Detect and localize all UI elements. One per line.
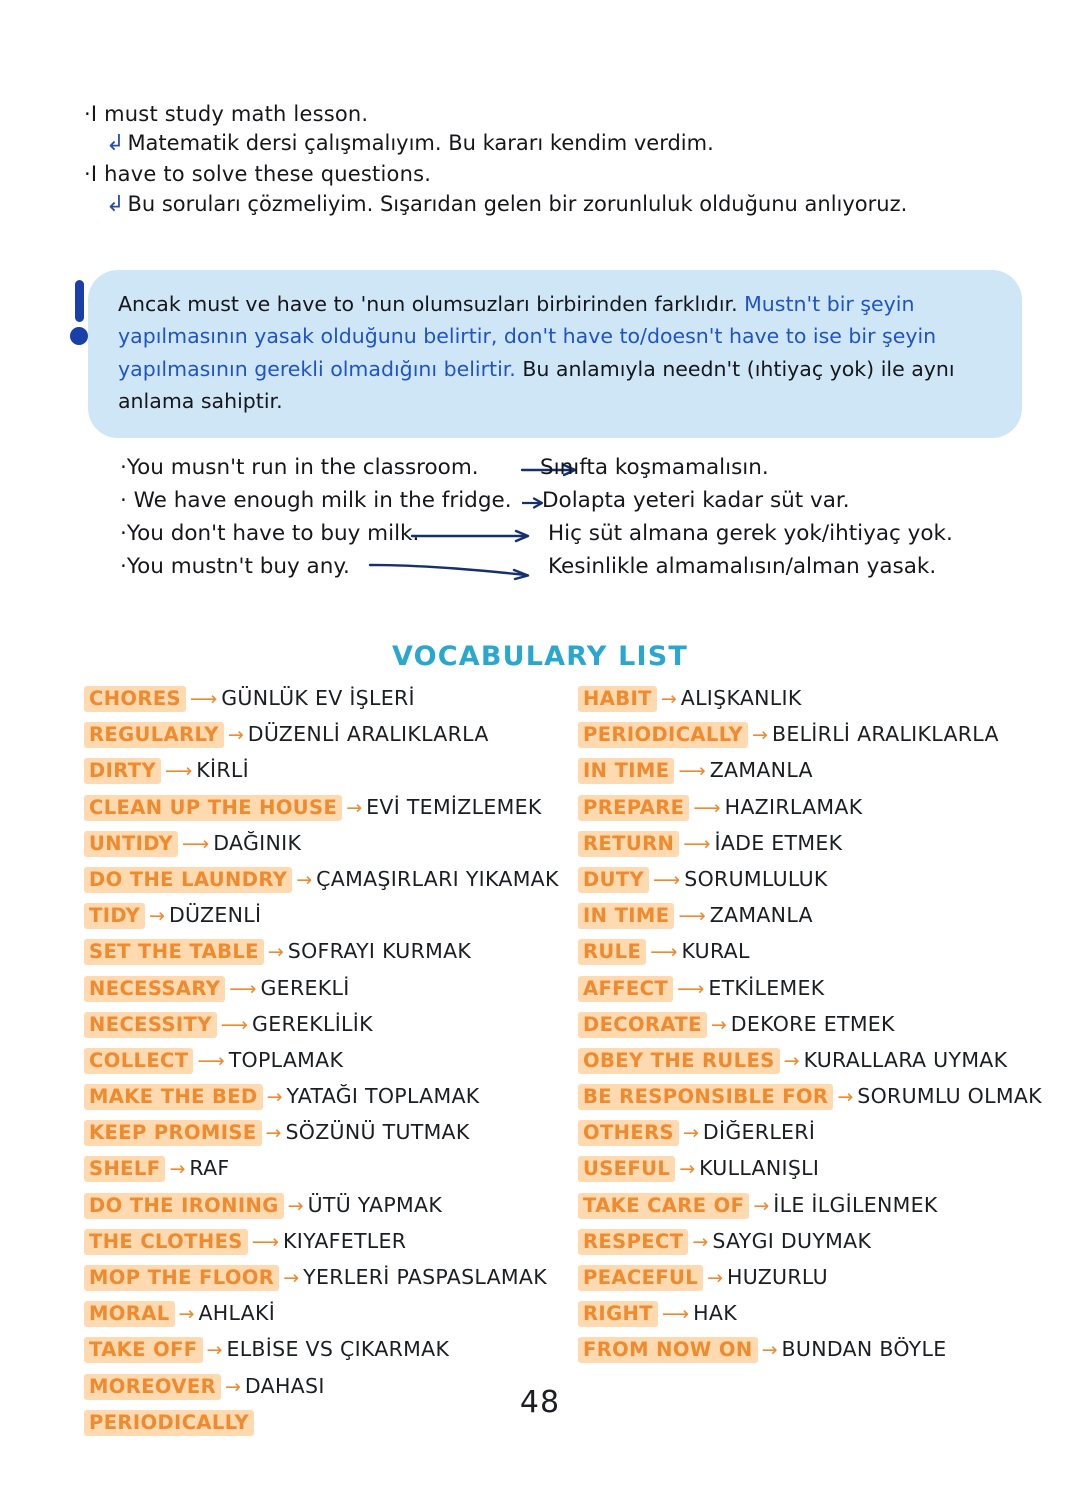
vocabulary-term: OTHERS [578,1120,679,1146]
vocabulary-term: TAKE CARE OF [578,1193,749,1219]
vocabulary-list-title: VOCABULARY LIST [391,641,689,672]
vocabulary-column-right [578,686,1058,1374]
vocabulary-term: RESPECT [578,1229,688,1255]
vocabulary-term: REGULARLY [84,722,224,748]
vocabulary-row [578,1337,1058,1373]
arrow-icon: → [265,1122,282,1145]
vocabulary-meaning: İADE ETMEK [714,830,843,855]
hook-arrow-icon: ↳ [106,191,125,217]
arrow-icon: ⟶ [650,941,678,964]
arrow-example-translation: Hiç süt almana gerek yok/ihtiyaç yok. [548,521,953,546]
vocabulary-meaning: BELİRLİ ARALIKLARLA [771,722,999,747]
vocabulary-term: DO THE IRONING [84,1193,284,1219]
vocabulary-meaning: ELBİSE VS ÇIKARMAK [226,1337,450,1362]
vocabulary-row [578,1120,1058,1156]
vocabulary-meaning: ZAMANLA [709,903,813,928]
arrow-example-english: · We have enough milk in the fridge. [120,488,512,513]
vocabulary-meaning: KİRLİ [196,758,249,783]
vocabulary-term: CLEAN UP THE HOUSE [84,795,342,821]
vocabulary-row [84,1301,584,1337]
vocabulary-meaning: KURAL [681,939,750,964]
vocabulary-term: PERIODICALLY [578,722,748,748]
vocabulary-meaning: DAHASI [244,1373,325,1398]
vocabulary-term: UNTIDY [84,831,178,857]
vocabulary-row [84,1193,584,1229]
example-translation: ↳ Matematik dersi çalışmalıyım. Bu kararı kendim verdim. [106,128,984,160]
arrow-icon: → [752,724,768,747]
vocabulary-row [84,1265,584,1301]
arrow-icon: ⟶ [165,760,193,783]
vocabulary-term: KEEP PROMISE [84,1120,262,1146]
vocabulary-row [84,976,584,1012]
vocabulary-meaning: DİĞERLERİ [702,1120,816,1145]
arrow-example-english: ·You mustn't buy any. [120,554,350,579]
vocabulary-row [84,686,584,722]
vocabulary-term: MORAL [84,1301,175,1327]
example-english: ·I must study math lesson. [84,102,369,126]
vocabulary-term: HABIT [578,686,657,712]
vocabulary-meaning: KULLANIŞLI [699,1156,820,1181]
vocabulary-row [578,1048,1058,1084]
arrow-icon: → [753,1194,770,1217]
page-number: 48 [519,1385,561,1420]
vocabulary-term: NECESSARY [84,976,225,1002]
vocabulary-row [84,903,584,939]
vocabulary-term: AFFECT [578,976,673,1002]
vocabulary-meaning: DEKORE ETMEK [730,1011,895,1036]
vocabulary-term: DECORATE [578,1012,707,1038]
vocabulary-row [84,758,584,794]
hook-arrow-icon: ↳ [106,131,125,157]
vocabulary-meaning: AHLAKİ [198,1301,276,1326]
arrow-icon: → [296,868,313,891]
arrow-icon: ⟶ [677,977,705,1000]
vocabulary-meaning: KURALLARA UYMAK [803,1047,1008,1072]
vocabulary-row [578,795,1058,831]
vocabulary-meaning: ETKİLEMEK [708,975,825,1000]
vocabulary-term: DO THE LAUNDRY [84,867,292,893]
vocabulary-term: TIDY [84,903,145,929]
arrow-example-translation: Sınıfta koşmamalısın. [540,455,769,480]
exclamation-icon [64,280,94,345]
arrow-icon: ⟶ [653,868,681,891]
arrow-icon: ⟶ [661,1303,690,1326]
arrow-example-row [120,455,1020,488]
vocabulary-term: SET THE TABLE [84,939,264,965]
arrow-example-english: ·You musn't run in the classroom. [120,455,479,480]
arrow-example-translation: Dolapta yeteri kadar süt var. [542,488,850,513]
vocabulary-term: CHORES [84,686,186,712]
vocabulary-row [578,1193,1058,1229]
arrow-icon: → [266,1086,283,1109]
vocabulary-row [84,1156,584,1192]
vocabulary-meaning: GÜNLÜK EV İŞLERİ [221,686,415,710]
arrow-icon: → [692,1230,709,1253]
vocabulary-row [578,903,1058,939]
vocabulary-meaning: SORUMLU OLMAK [857,1084,1042,1109]
arrow-icon: → [227,724,244,747]
vocabulary-meaning: ALIŞKANLIK [680,686,802,710]
vocabulary-row [84,1229,584,1265]
vocabulary-column-left [84,686,584,1446]
vocabulary-meaning: İLE İLGİLENMEK [773,1192,938,1217]
vocabulary-row [84,1048,584,1084]
arrow-icon: → [169,1158,186,1181]
arrow-icon: ⟶ [678,905,706,928]
vocabulary-meaning: SÖZÜNÜ TUTMAK [285,1120,470,1145]
vocabulary-meaning: EVİ TEMİZLEMEK [366,794,542,819]
arrow-icon: → [346,796,363,819]
vocabulary-meaning: DAĞINIK [213,830,302,855]
vocabulary-term: MOP THE FLOOR [84,1265,279,1291]
vocabulary-row [84,1012,584,1048]
arrow-icon: → [206,1339,223,1362]
vocabulary-row [84,1120,584,1156]
vocabulary-term: RIGHT [578,1301,658,1327]
arrow-example-row [120,521,1020,554]
arrow-icon: ⟶ [229,977,257,1000]
arrow-example-row [120,554,1020,587]
vocabulary-row [578,976,1058,1012]
vocabulary-row [578,831,1058,867]
vocabulary-meaning: HAK [693,1301,737,1326]
vocabulary-term: IN TIME [578,903,674,929]
vocabulary-row [578,1012,1058,1048]
vocabulary-columns [0,686,1080,1486]
arrow-icon: ⟶ [683,832,711,855]
vocabulary-term: DUTY [578,867,649,893]
vocabulary-term: MAKE THE BED [84,1084,263,1110]
arrow-icon: → [178,1303,195,1326]
vocabulary-meaning: SAYGI DUYMAK [712,1228,872,1253]
arrow-example-list [120,455,1020,587]
arrow-icon: → [837,1086,854,1109]
vocabulary-term: PERIODICALLY [84,1410,254,1436]
vocabulary-row [578,1156,1058,1192]
vocabulary-meaning: ÇAMAŞIRLARI YIKAMAK [316,866,559,891]
vocabulary-meaning: YERLERİ PASPASLAMAK [303,1265,547,1289]
vocabulary-term: IN TIME [578,758,674,784]
vocabulary-row [84,1084,584,1120]
arrow-icon: ⟶ [678,760,706,783]
arrow-icon: ⟶ [197,1049,225,1072]
vocabulary-term: NECESSITY [84,1012,217,1038]
arrow-icon: ⟶ [251,1230,279,1253]
vocabulary-meaning: SORUMLULUK [684,866,828,891]
arrow-icon: → [267,941,284,964]
arrow-icon: → [710,1013,727,1036]
vocabulary-row [578,867,1058,903]
vocabulary-term: RETURN [578,831,679,857]
arrow-icon: ⟶ [220,1013,249,1036]
vocabulary-row [84,1337,584,1373]
arrow-icon: → [660,688,677,710]
vocabulary-term: COLLECT [84,1048,193,1074]
vocabulary-term: MOREOVER [84,1374,221,1400]
vocabulary-term: THE CLOTHES [84,1229,248,1255]
vocabulary-meaning: RAF [189,1156,230,1181]
vocabulary-meaning: GEREKLİ [260,975,350,1000]
arrow-icon [410,528,540,544]
vocabulary-meaning: HAZIRLAMAK [724,794,863,819]
arrow-example-translation: Kesinlikle almamalısın/alman yasak. [548,554,937,579]
vocabulary-row [578,939,1058,975]
vocabulary-meaning: HUZURLU [727,1265,828,1289]
vocabulary-meaning: BUNDAN BÖYLE [781,1337,947,1362]
vocabulary-term: RULE [578,939,646,965]
arrow-icon: → [707,1267,724,1289]
vocabulary-row [84,831,584,867]
vocabulary-term: FROM NOW ON [578,1337,758,1363]
arrow-example-row [120,488,1020,521]
arrow-icon: → [761,1339,778,1362]
vocabulary-row [84,722,584,758]
note-part-1: Ancak must ve have to 'nun olumsuzları birbirinden farklıdır. [118,292,745,316]
note-part-4: Bu anlamıyla needn't (ıhtiyaç yok) ile aynı anlama sahiptir. [118,356,955,414]
vocabulary-row [578,1301,1058,1337]
vocabulary-term: USEFUL [578,1156,675,1182]
example-translation: ↳ Bu soruları çözmeliyim. Sışarıdan gelen bir zorunluluk olduğunu anlıyoruz. [106,189,984,221]
vocabulary-term: DIRTY [84,758,161,784]
vocabulary-meaning: YATAĞI TOPLAMAK [286,1084,480,1109]
arrow-example-english: ·You don't have to buy milk. [120,521,420,546]
vocabulary-row [578,758,1058,794]
arrow-icon: → [283,1267,300,1289]
vocabulary-row [84,795,584,831]
vocabulary-row [578,1229,1058,1265]
note-part-3: don't have to/doesn't have to ise bir şeyin yapılmasının gerekli olmadığını belirtir. [118,324,937,381]
grammar-examples [84,100,984,220]
vocabulary-meaning: ÜTÜ YAPMAK [307,1192,443,1217]
vocabulary-meaning: SOFRAYI KURMAK [287,939,472,964]
arrow-icon: → [149,905,165,928]
example-english: ·I have to solve these questions. [84,162,432,187]
vocabulary-term: PEACEFUL [578,1265,703,1291]
arrow-icon: → [225,1375,241,1398]
vocabulary-row [578,722,1058,758]
arrow-icon: ⟶ [693,796,721,819]
arrow-icon: ⟶ [190,688,218,710]
arrow-icon: → [783,1049,800,1072]
vocabulary-term: SHELF [84,1156,165,1182]
vocabulary-row [578,686,1058,722]
vocabulary-row [578,1265,1058,1301]
vocabulary-meaning: DÜZENLİ ARALIKLARLA [247,722,489,747]
arrow-icon: → [679,1158,696,1181]
vocabulary-meaning: DÜZENLİ [168,903,262,928]
vocabulary-meaning: TOPLAMAK [228,1047,344,1072]
arrow-icon: → [287,1194,304,1217]
vocabulary-row [84,867,584,903]
vocabulary-term: BE RESPONSIBLE FOR [578,1084,833,1110]
vocabulary-meaning: KIYAFETLER [283,1228,407,1253]
arrow-icon: ⟶ [182,832,210,855]
vocabulary-meaning: ZAMANLA [709,758,813,783]
vocabulary-row [84,939,584,975]
note-text [88,270,1022,438]
vocabulary-term: TAKE OFF [84,1337,203,1363]
note-part-2: Mustn't bir şeyin yapılmasının yasak olduğunu belirtir, [118,292,915,349]
vocabulary-row [578,1084,1058,1120]
arrow-icon [368,561,540,583]
vocabulary-term: PREPARE [578,795,689,821]
arrow-icon: → [682,1122,699,1145]
vocabulary-term: OBEY THE RULES [578,1048,780,1074]
vocabulary-meaning: GEREKLİLİK [252,1011,373,1036]
note-callout [58,270,1022,438]
